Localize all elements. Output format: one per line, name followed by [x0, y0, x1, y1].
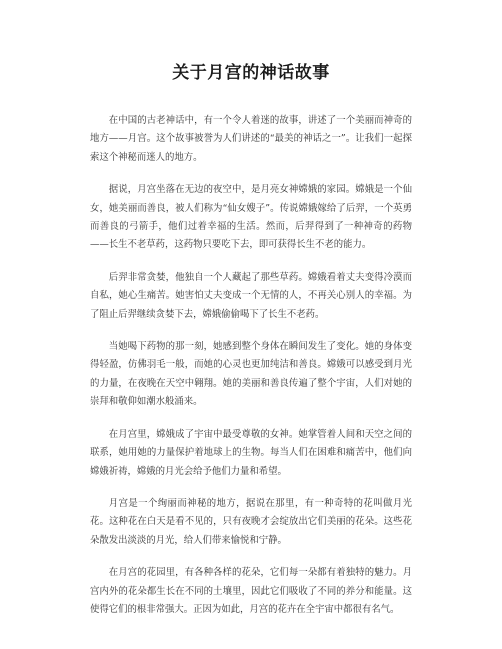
paragraph-6: 月宫是一个绚丽而神秘的地方，据说在那里，有一种奇特的花叫做月光花。这种花在白天是看不见的，只有夜晚才会绽放出它们美丽的花朵。这些花朵散发出淡淡的月光，给人们带来愉悦和宁静。 [90, 497, 412, 546]
document-title: 关于月宫的神话故事 [172, 63, 330, 83]
paragraph-5: 在月宫里，嫦娥成了宇宙中最受尊敬的女神。她掌管着人间和天空之间的联系，她用她的力量保护着地球上的生物。每当人们在困难和痛苦中，他们向嫦娥祈祷，嫦娥的月光会给予他们力量和希望。 [90, 428, 412, 477]
paragraph-7: 在月宫的花园里，有各种各样的花朵，它们每一朵都有着独特的魅力。月宫内外的花朵都生长在不同的土壤里，因此它们吸收了不同的养分和能量。这使得它们的根非常强大。正因为如此，月宫的花卉在全宇宙中都很有名气。 [90, 567, 412, 615]
paragraph-3: 后羿非常贪婪，他独自一个人藏起了那些草药。嫦娥看着丈夫变得冷漠而自私，她心生痛苦。她害怕丈夫变成一个无情的人，不再关心别人的幸福。为了阻止后羿继续贪婪下去，嫦娥偷偷喝下了长生不老药。 [90, 271, 412, 320]
paragraph-4: 当她喝下药物的那一刻，她感到整个身体在瞬间发生了变化。她的身体变得轻盈，仿佛羽毛一般，而她的心灵也更加纯洁和善良。嫦娥可以感受到月光的力量，在夜晚在天空中翱翔。她的美丽和善良传遍了整个宇宙，人们对她的崇拜和敬仰如潮水般涌来。 [90, 341, 412, 408]
paragraph-1: 在中国的古老神话中，有一个令人着迷的故事，讲述了一个美丽而神奇的地方——月宫。这个故事被誉为人们讲述的“最美的神话之一”。让我们一起探索这个神秘而迷人的地方。 [90, 115, 412, 163]
paragraph-2: 据说，月宫坐落在无边的夜空中，是月亮女神嫦娥的家园。嫦娥是一个仙女，她美丽而善良，被人们称为“仙女嫂子”。传说嫦娥嫁给了后羿，一个英勇而善良的弓箭手，他们过着幸福的生活。然而，后羿得到了一种神奇的药物——长生不老草药，这药物只要吃下去，即可获得长生不老的能力。 [90, 184, 412, 251]
